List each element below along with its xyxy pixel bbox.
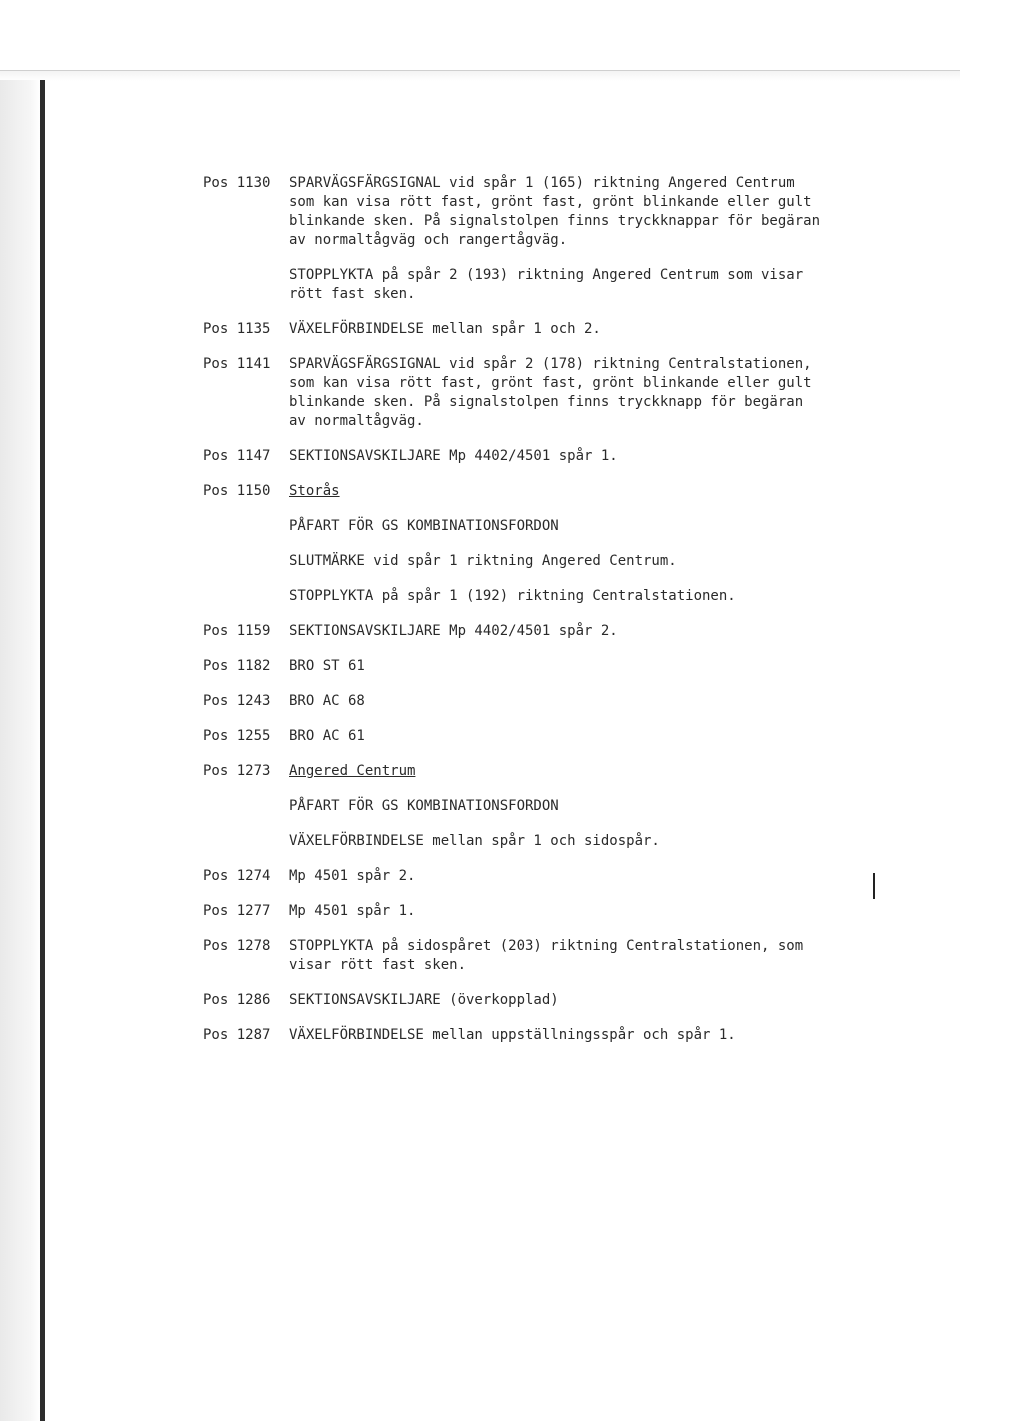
entry-text: BRO ST 61 xyxy=(289,658,365,674)
entry-body xyxy=(289,727,863,746)
pos-number: Pos 1159 xyxy=(203,623,271,639)
entry-text: SEKTIONSAVSKILJARE Mp 4402/4501 spår 1. xyxy=(289,448,618,464)
pos-number: Pos 1278 xyxy=(203,938,271,954)
entry-pos-1274 xyxy=(203,867,863,886)
pos-number: Pos 1130 xyxy=(203,175,271,191)
entry-body xyxy=(289,762,863,851)
entry-body xyxy=(289,937,863,975)
entry-pos-1287 xyxy=(203,1026,863,1045)
entry-pos-1150 xyxy=(203,482,863,606)
entry-text: PÅFART FÖR GS KOMBINATIONSFORDON xyxy=(289,798,559,814)
pos-number: Pos 1274 xyxy=(203,868,271,884)
pos-number: Pos 1147 xyxy=(203,448,271,464)
entry-body xyxy=(289,902,863,921)
entry-text: SLUTMÄRKE vid spår 1 riktning Angered Centrum. xyxy=(289,553,677,569)
document-body xyxy=(203,174,863,1045)
entry-pos-1255 xyxy=(203,727,863,746)
entry-pos-1277 xyxy=(203,902,863,921)
entry-body xyxy=(289,320,863,339)
entry-pos-1147 xyxy=(203,447,863,466)
pos-number: Pos 1141 xyxy=(203,356,271,372)
entry-text: BRO AC 61 xyxy=(289,728,365,744)
pos-number: Pos 1150 xyxy=(203,483,271,499)
entry-pos-1273 xyxy=(203,762,863,851)
paper-top-edge xyxy=(0,70,960,81)
entry-body xyxy=(289,622,863,641)
entry-text: SEKTIONSAVSKILJARE (överkopplad) xyxy=(289,992,559,1008)
entry-text: PÅFART FÖR GS KOMBINATIONSFORDON xyxy=(289,518,559,534)
pos-number: Pos 1273 xyxy=(203,763,271,779)
pos-number: Pos 1277 xyxy=(203,903,271,919)
binding-edge-line xyxy=(40,80,45,1421)
pos-number: Pos 1182 xyxy=(203,658,271,674)
entry-text: Mp 4501 spår 2. xyxy=(289,868,416,884)
entry-pos-1159 xyxy=(203,622,863,641)
section-heading-storas: Storås xyxy=(289,483,340,499)
entry-pos-1243 xyxy=(203,692,863,711)
entry-text: SPARVÄGSFÄRGSIGNAL vid spår 1 (165) riktning Angered Centrum som kan visa rött fast, grönt fast, grönt blinkande eller gult blinkande sken. På signalstolpen finns tryckknappar för begäran av normaltågväg och rangertågväg. xyxy=(289,175,821,248)
entry-pos-1130 xyxy=(203,174,863,304)
entry-body xyxy=(289,657,863,676)
entry-text: BRO AC 68 xyxy=(289,693,365,709)
entry-pos-1286 xyxy=(203,991,863,1010)
entry-pos-1278 xyxy=(203,937,863,975)
entry-text: SEKTIONSAVSKILJARE Mp 4402/4501 spår 2. xyxy=(289,623,618,639)
entry-body xyxy=(289,174,863,304)
pos-number: Pos 1287 xyxy=(203,1027,271,1043)
entry-pos-1141 xyxy=(203,355,863,431)
entry-pos-1135 xyxy=(203,320,863,339)
entry-body xyxy=(289,991,863,1010)
entry-body xyxy=(289,1026,863,1045)
entry-text: VÄXELFÖRBINDELSE mellan spår 1 och sidospår. xyxy=(289,833,660,849)
entry-text: VÄXELFÖRBINDELSE mellan spår 1 och 2. xyxy=(289,321,601,337)
pos-number: Pos 1135 xyxy=(203,321,271,337)
entry-body xyxy=(289,447,863,466)
entry-text: STOPPLYKTA på spår 2 (193) riktning Angered Centrum som visar rött fast sken. xyxy=(289,267,804,302)
entry-text: STOPPLYKTA på spår 1 (192) riktning Centralstationen. xyxy=(289,588,736,604)
entry-body xyxy=(289,867,863,886)
entry-text: STOPPLYKTA på sidospåret (203) riktning Centralstationen, som visar rött fast sken. xyxy=(289,938,804,973)
entry-text: Mp 4501 spår 1. xyxy=(289,903,416,919)
entry-body xyxy=(289,482,863,606)
section-heading-angered-centrum: Angered Centrum xyxy=(289,763,416,779)
pos-number: Pos 1286 xyxy=(203,992,271,1008)
entry-text: SPARVÄGSFÄRGSIGNAL vid spår 2 (178) riktning Centralstationen, som kan visa rött fast, grönt fast, grönt blinkande eller gult blinkande sken. På signalstolpen finns tryckknapp för begäran av normaltågväg. xyxy=(289,356,812,429)
entry-body xyxy=(289,692,863,711)
margin-mark xyxy=(873,873,875,899)
entry-body xyxy=(289,355,863,431)
pos-number: Pos 1243 xyxy=(203,693,271,709)
entry-text: VÄXELFÖRBINDELSE mellan uppställningsspår och spår 1. xyxy=(289,1027,736,1043)
entry-pos-1182 xyxy=(203,657,863,676)
pos-number: Pos 1255 xyxy=(203,728,271,744)
